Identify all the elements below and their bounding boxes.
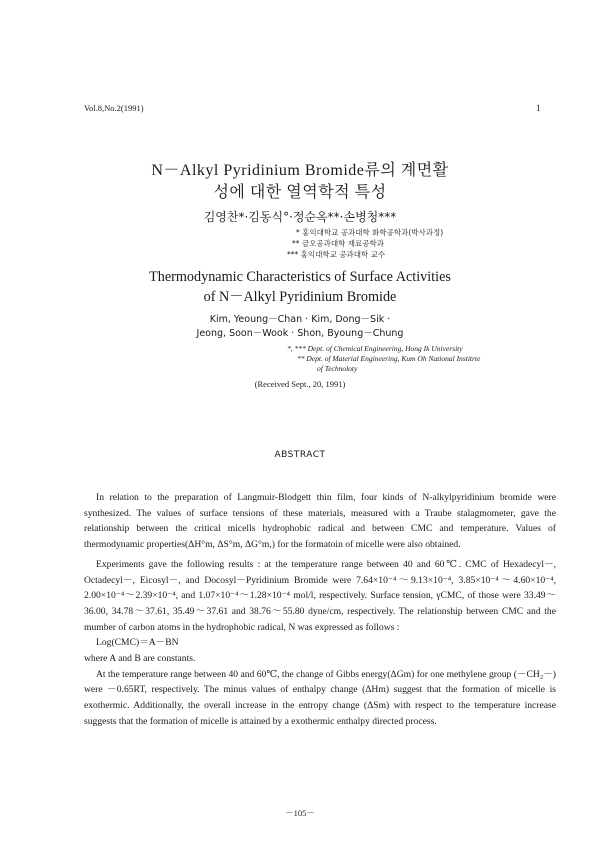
abstract-equation: Log(CMC)＝A－BN	[96, 637, 179, 649]
received-date: (Received Sept., 20, 1991)	[254, 379, 346, 389]
page-footer: －105－	[285, 808, 315, 818]
korean-title-line1: N－Alkyl Pyridinium Bromide류의 계면활	[151, 162, 449, 179]
korean-affiliation-1: * 홍익대학교 공과대학 화학공학과(박사과정)	[296, 228, 444, 237]
korean-authors: 김영찬*·김동식°·정순옥**·손병청***	[203, 210, 397, 224]
english-title-line2: of N－Alkyl Pyridinium Bromide	[203, 289, 397, 305]
journal-volume: Vol.8,No.2(1991)	[84, 103, 144, 113]
abstract-paragraph-2: Experiments gave the following results : at the temperature range between 40 and 60℃. CMC of Hexadecyl－, Octadecyl－, Eicosyl－, and Docosyl－Pyridinium Bromide were 7.64×10⁻⁴～9.13×10⁻⁴, 3.85×10⁻⁴～4.60×10⁻⁴, 2.00×10⁻⁴～2.39×10⁻⁴, and 1.07×10⁻⁴～1.28×10⁻⁴ mol/l, respectively. Surface tension, γCMC, of those were 33.49～36.00, 34.78～37.61, 35.49～37.61 and 38.76～55.80 dyne/cm, respectively. The relationship between CMC and the mumber of carbon atoms in the hydrophobic radical, N was expressed as follows :	[84, 558, 556, 633]
abstract-paragraph-3: where A and B are constants.	[84, 653, 196, 665]
affiliation-text: Dept. of Chemical Engineering, Hong Ik University	[307, 344, 463, 353]
english-affiliation-2	[297, 354, 480, 364]
english-authors-line2: Jeong, Soon－Wook · Shon, Byoung－Chung	[196, 328, 404, 339]
abstract-paragraph-1: In relation to the preparation of Langmuir-Blodgett thin film, four kinds of N-alkylpyridinium bromide were synthesized. The values of surface tensions of these materials, measured with a Traube stalagmometer, gave the relationship between the critical micells hydrophobic radical and between CMC and temperature. Values of thermodynamic properties(ΔH°m, ΔS°m, ΔG°m,) for the formatoin of micelle were also obtained.	[84, 492, 556, 551]
abstract-heading: ABSTRACT	[274, 450, 326, 460]
affiliation-mark: **	[297, 354, 305, 363]
abstract-body	[84, 490, 556, 730]
english-affiliation-1	[287, 344, 463, 354]
korean-affiliation-3: *** 홍익대학교 공과대학 교수	[287, 250, 386, 259]
korean-affiliation-2: ** 금오공과대학 재료공학과	[292, 239, 384, 248]
english-title-line1: Thermodynamic Characteristics of Surface Activities	[149, 269, 451, 285]
abstract-paragraph-4: At the temperature range between 40 and 60℃, the change of Gibbs energy(ΔGm) for one methylene group (－CH₂－) were －0.65RT, respectively. The minus values of enthalpy change (ΔHm) suggest that the formation of micelle is exothermic. Additionally, the overall increase in the entropy change (ΔSm) with respect to the temperature increase suggests that the formation of micelle is attained by a exothermic enthalpy directed process.	[84, 668, 556, 727]
korean-title-line2: 성에 대한 열역학적 특성	[213, 184, 387, 201]
affiliation-text: Dept. of Material Engineering, Kum Oh National Institrte	[306, 354, 481, 363]
affiliation-mark: *, ***	[287, 344, 306, 353]
page-number: 1	[536, 103, 541, 113]
english-affiliation-2-cont: of Technoloty	[317, 364, 358, 373]
english-authors-line1: Kim, Yeoung－Chan · Kim, Dong－Sik ·	[209, 314, 391, 325]
